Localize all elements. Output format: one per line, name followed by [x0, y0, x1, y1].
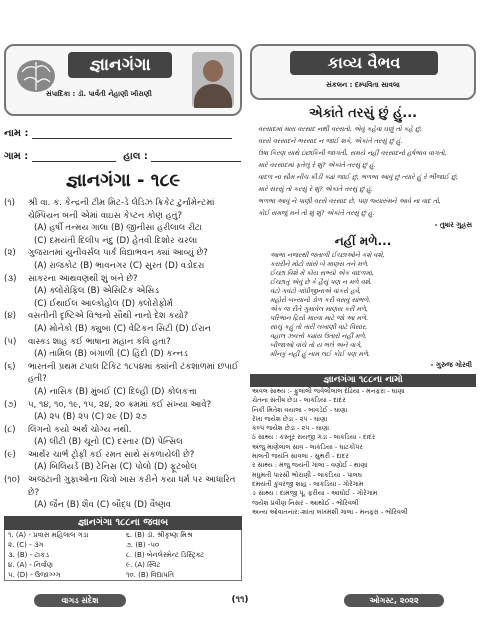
answer-item: ૧. (A) - પ્રવાસ મહિલાલ ગડા — [8, 530, 89, 539]
winners-title: જ્ઞાનગંગા ૧૮૮ના નામો — [250, 374, 476, 387]
banner-title: કાવ્ય વૈભવ — [290, 51, 438, 75]
question-options: (C) દમયંતી દિલીપ નંદુ (D) હેતવી દિશોર ચરલા — [34, 235, 198, 246]
question-options: (C) ઈથાઈલ આલ્કોહોલ (D) ક્લોરોફોર્મ — [34, 298, 173, 309]
banner-title: જ્ઞાનગંગા — [68, 52, 172, 78]
poem-line: વરસે વરસાદને ભરસાદ ન જાઈ શકે, એકાંતે તરસું છું હું. — [258, 137, 403, 145]
footer-magazine-name: વાગડ સંદેશ — [34, 594, 126, 607]
question-text: વસતીની દૃષ્ટિએ વિશ્વનો સૌથી નાનો દેશ કયો? — [28, 311, 189, 322]
page-number: (૧૧) — [231, 595, 249, 605]
kavya-vaibhav-banner — [250, 44, 476, 100]
question-options: (A) નાસિક (B) મુંબઈ (C) દિલ્હી (D) કોલકત્તા — [34, 386, 197, 397]
winner-entry: રેખા જયેશ છેડા - ૨૫ - ઘાણા — [252, 414, 328, 423]
question-text: લિંગનો કયો અર્થ ચોગ્ય નથી. — [28, 424, 132, 435]
winners-list — [250, 387, 476, 517]
poem-line: પરિભાન દ્રિયો મારવા માટે જો આ મળે. — [270, 314, 369, 322]
poem-line: વાદળ ના સૌમ નીચ ક્રીડી ક્યાં જાઈ છું, ભળભા આવું છું ત્યારે હું રે ભીંજાઈ છું, — [258, 173, 459, 181]
question-body — [28, 399, 242, 424]
left-column — [4, 44, 242, 581]
winner-entry: માલતી જયંતિ સાવલા - સુથરી - દાદર — [252, 452, 349, 461]
question-number: (૭) — [4, 399, 17, 410]
poem-line: એક જ રીતે ગુમાવેલ માણસ કરી મળે, — [270, 305, 369, 313]
question-body — [28, 424, 242, 449]
question-number: (૯) — [4, 449, 16, 460]
question-body — [28, 197, 242, 247]
answer-item: ૪. (A) - નિર્વાણ — [8, 560, 53, 569]
winner-entry: દમયંતી કુંવરજી શાહ - લાકડિયા - ગોરેગામ — [252, 479, 364, 488]
question-body — [28, 273, 242, 311]
poem-line: ઈચ્છા વિશે મેં કોય સભ્યો એક વાદળમાં, — [270, 269, 374, 277]
question-body — [28, 361, 242, 399]
question-options: (A) ક્લોરોફિલ (B) એસિટિક એસિડ — [34, 286, 160, 297]
answers-title: જ્ઞાનગંગા ૧૮૮ના જવાબ — [4, 516, 242, 530]
poem2-author: - ગુરુજ ગોરવી — [430, 361, 472, 369]
answer-item: ૭. (B) -૫૦ — [126, 540, 160, 549]
question-options: (A) મોનેકો (B) ક્યુબા (C) વેટિકન સિટી (D) ઈરાન — [34, 323, 212, 334]
question-options: (A) લીટી (B) ચૂનો (C) દસ્તાર (D) પેન્સિલ — [34, 437, 183, 448]
question-options: (A) રાજકોટ (B) ભાવનગર (C) સુરત (D) વડોદરા — [34, 260, 205, 271]
name-field: નામ : — [4, 128, 242, 139]
question-item — [4, 273, 242, 311]
question-text: ૫, ૧૪, ૧૦, ૧૯, ૧૫, ૨૪, ૨૦ ક્રમમાં કઈ સંખ્યા આવે? — [28, 399, 212, 410]
question-text: સાકરના આથવણથી શું બને છે? — [28, 273, 138, 284]
poem2-title: નહીં મળે... — [334, 234, 392, 248]
question-body — [28, 474, 242, 512]
question-number: (૧) — [4, 198, 15, 208]
question-body — [28, 247, 242, 272]
winner-entry: અંજુ માણેલાલ સાવ઼ - લાકડિયા - ઘાટકોપર — [252, 442, 363, 451]
poem-line: કરારીને મોટો સાંસે બે માણસ તને મળે. — [270, 260, 369, 268]
answer-item: ૮. (B) બેનલેસ્મેન્ટ ડિસ્ટ્રિક્ટ — [126, 550, 205, 559]
question-number: (૮) — [4, 424, 16, 435]
poem-line: બીજાઓ વાંચે તો ય ભલે અને વાગે, — [270, 341, 363, 349]
name-line — [32, 137, 232, 139]
answer-item: ૨. (C) - ૩ંગ — [8, 540, 44, 549]
editor-photo — [192, 52, 234, 108]
poem-line: ઈચ્છાતું એવું છે કે હૈયું પણ ન મળે વશે. — [270, 278, 372, 286]
question-text: વાસ્ક્ડ શાહ કઈ ભાષાના મહાન કવિ હતા? — [28, 336, 171, 347]
question-item — [4, 336, 242, 361]
gyanganga-banner — [4, 44, 242, 116]
question-body — [28, 336, 242, 361]
question-item — [4, 310, 242, 335]
question-text: આર્થર ચાર્ભ ટ્રોફી કઈ રમત સાથે સંકળાયેલી છે? — [28, 449, 195, 460]
page-footer — [4, 594, 476, 608]
poem-line: મારે સરસું તો કરસું રે શું? એકાંતે તરસું છું હું. — [258, 185, 373, 193]
question-number: (૨) — [4, 248, 16, 259]
poem1-body — [250, 125, 476, 218]
question-number: (૩) — [4, 273, 17, 284]
winner-entry: ર સાથ્ય : મંજુ જયંતી ગાલા - વણોઈ - થાણા — [252, 461, 368, 470]
question-number: (૪) — [4, 311, 17, 322]
question-text: શ્રી વા. ક. કેન્દ્રની ટીમ મિટ-ડે લેડિઝ ક્રિકેટ ટુર્નામેન્ટમાં ચેમ્પિયન બની એમાં વાઇસ કેપ્ટન કોણ હતું? — [28, 198, 215, 221]
question-number: (૫) — [4, 336, 17, 347]
winner-entry: મધુમતી પારસી ભોરાણી - લાકડિયા - પાલઘ — [252, 470, 362, 479]
answers-grid — [4, 530, 242, 581]
quiz-title: જ્ઞાનગંગા - ૧૮૯ — [65, 170, 181, 191]
answer-item: ૧૦. (B) વિદ્યાપતિ — [126, 570, 174, 579]
winner-entry: અવલ સાથ્ય :- ફુલાલી જવેલીલાલ દેઢિયા - મનફરા - ઘાણા — [252, 387, 405, 395]
question-options: (A) હર્ષી તન્મય ગાલા (B) જીનીસા હરીલાલ રીટા — [34, 223, 203, 234]
banner-editor: સંપાદિકા : ડૉ. પાર્વતી નેહાણી ખીરાણી — [46, 90, 152, 98]
village-field: ગામ : હાલ : — [4, 151, 242, 162]
answer-item: ૯. (A) સ્વિટ — [126, 560, 161, 569]
poem2-body — [250, 251, 476, 359]
question-options: (A) તામિલ (B) બંગાળી (C) હિંદી (D) કન્નડ — [34, 349, 188, 360]
question-item — [4, 399, 242, 424]
poem1-title: એકાંતે તરસું છું હું... — [308, 106, 418, 121]
question-list — [4, 197, 242, 512]
right-column — [250, 44, 476, 517]
question-item — [4, 247, 242, 272]
question-number: (૬) — [4, 361, 16, 372]
poem-line: સાચું કહું તો તારી લખાણી વાટે વિસાર, — [270, 323, 368, 331]
poem-line: આભા નજરથી જતાળી ઈચ્છાઓને કશે વશે, — [270, 251, 385, 259]
poem-line: કોઈ સમજું મને તો શું શું? એકાંતે તરસું છું હું. — [258, 209, 375, 217]
question-text: અજંટાની ગુફાઓના ચિત્રો ખાસ કરીને કયા ધર્મ પર આધારિત છે? — [28, 475, 236, 498]
winner-entry: જયેશ પ્રવીણ નિસર - આથોઈ - ભોરિવલી — [252, 498, 359, 507]
poem-line: મારે વરસાદમાં ફતેલું રે શું? એકાંતે તરસું છું હું. — [258, 161, 376, 169]
poem-line: વહાલ ઝવત્તો ક્યાંય ઉતારો નહીં મળે. — [270, 332, 367, 340]
question-item — [4, 361, 242, 399]
footer-issue-date: ઓગસ્ટ, ૨૦૨૨ — [344, 594, 444, 607]
poem1-author: - તુષાર ગુહ્રસ — [434, 221, 472, 229]
question-item — [4, 197, 242, 247]
answer-item: ૩. (B) - ટાકડ — [8, 550, 49, 559]
question-options: (A) જૈન (B) શૈવ (C) બૌદ્ધ (D) વૈષ્ણવ — [34, 500, 172, 511]
poem-line: ભળભા આવું ને પાણી વરસે વરસાદ છે, પણ જ્યારુંમને આવે ના વાદ તો, — [258, 197, 441, 205]
answer-item: ૫. (D) - ઉજાગ્ગ્ગ — [8, 570, 61, 579]
question-item — [4, 474, 242, 512]
poem-line: મહોરો બન્યાનો ડોળ કરી વસવું સાંભળે. — [270, 296, 371, 304]
question-body — [28, 310, 242, 335]
question-text: ગુજરાતમાં યુનીવર્સલ પાર્ક વિદ્યાભવન ક્યાં આવ્યું છે? — [28, 248, 208, 259]
winner-entry: ઠ સાથ્ય : કસ્તૂર રાયજી ગડા - લાકડિયા - દાદર — [252, 433, 376, 442]
winner-entry: ઙ સાથ્ય : દામજી પૂ. ફરીયા - આઘોઈ - ગોરેગામ — [252, 489, 378, 498]
question-item — [4, 449, 242, 474]
village-line — [32, 160, 116, 162]
winner-entry: અન્ય ઓવાતનાર:-શાંતા લખમશી ગાલા - મનફરા - ભોરિવલી — [252, 507, 408, 516]
winner-entry: નિકી મિતેશ વયાલા - બાવડેઈ - ઘાણા — [252, 405, 348, 414]
question-body — [28, 449, 242, 474]
question-options: (A) ૨૫ (B) ૨૫ (C) ૨૯ (D) ૨૭ — [34, 412, 147, 423]
answer-item: ૬. (B) ડૉ. શ્રીકૃષ્ણ મિશ્ર — [126, 530, 193, 539]
poem-line: વંટો ગવંટો ગાંધીજીનાએ વાંકરો હવે, — [270, 287, 361, 295]
question-number: (૧૦) — [4, 475, 21, 486]
question-text: ભારતની પ્રથમ ટપાલ ટિકિટ ૧૮૫૪માં ક્યાંની ટંકશાળમાં છપાઈ હતી? — [28, 361, 239, 385]
poem-line: વરસાદમાં મારા વરસાદ નથી વરસતો, એવું કહેવા ઘણું તો કહે છું, — [258, 125, 423, 133]
winner-entry: કલ્પ જયેશ છેડા - ૨૫ - ઘાણા — [252, 424, 330, 433]
banner-editor: સંકલન : દમ્પવિતા સાવલા — [326, 81, 400, 89]
poem-line: ઉષા કિરણ સાથે ઇંછાકિની જાગતી, સમયે નહીં વરસાદનો હર્ષભાવ વાગતો, — [258, 149, 447, 157]
poem-line: મીનકું નહીં હું નામ લઈ કોઈ પણ મળે. — [270, 350, 371, 358]
question-item — [4, 424, 242, 449]
question-options: (A) બિલિયર્ડ (B) ટેનિસ (C) પોલો (D) ફૂટબોલ — [34, 462, 197, 473]
district-line — [151, 160, 241, 162]
winner-entry: ચેતના સતીષ છેડા - લાકડિયા - દાદર — [252, 396, 346, 405]
